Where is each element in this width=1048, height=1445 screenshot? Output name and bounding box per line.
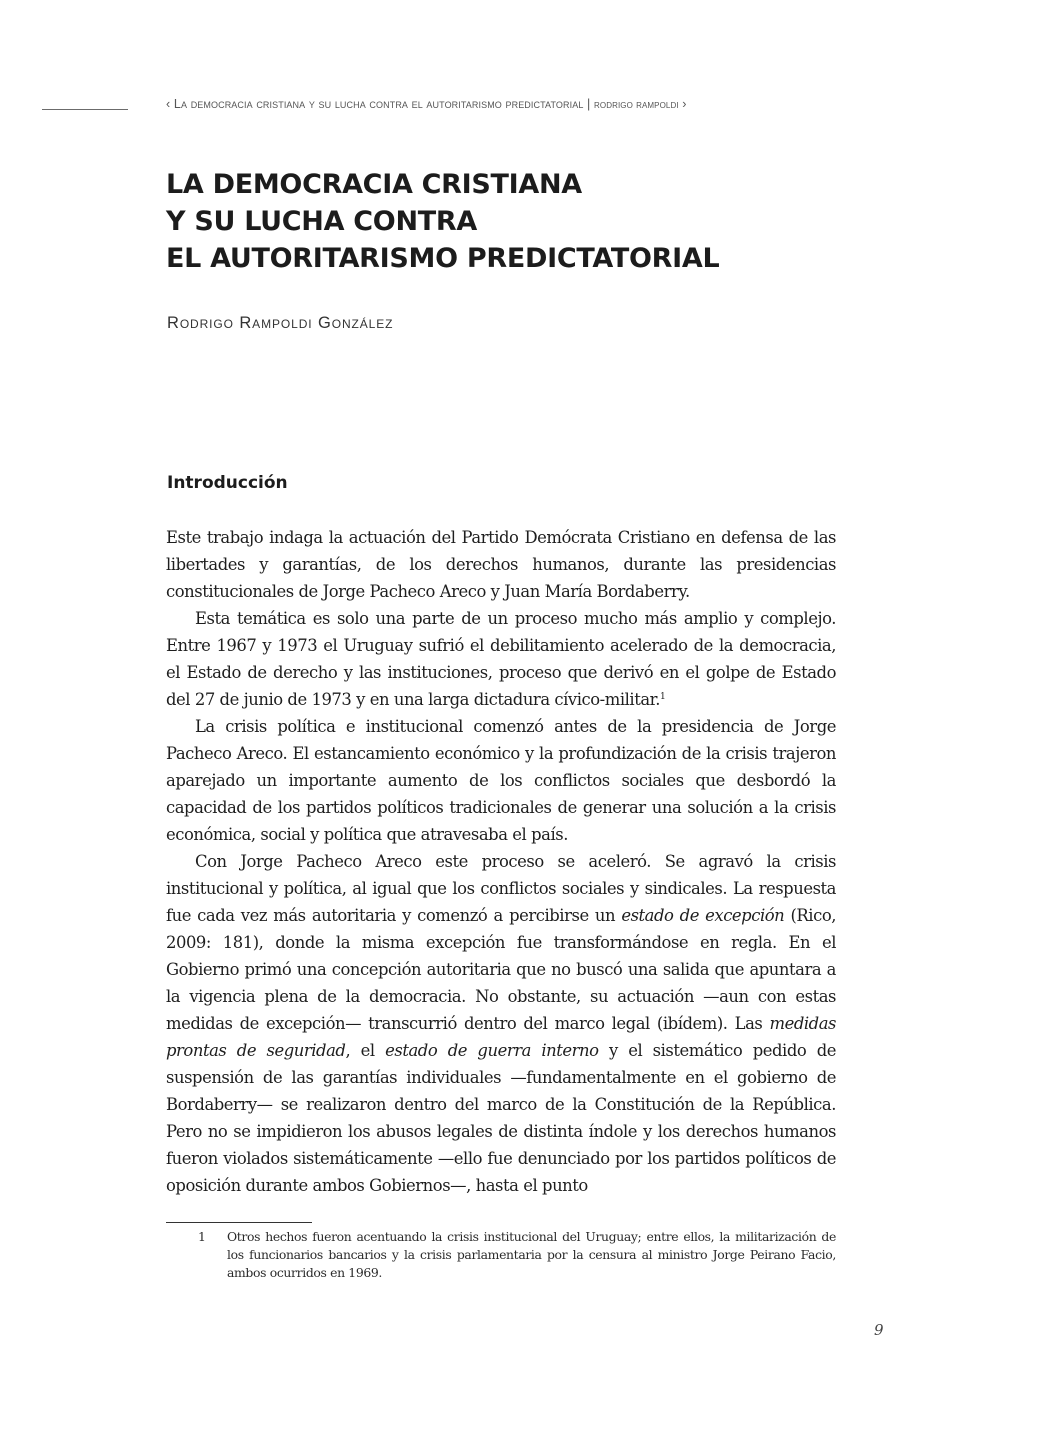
italic-term: estado de excepción (621, 906, 785, 925)
running-header-author: rodrigo rampoldi (594, 99, 679, 111)
running-header-title: La democracia cristiana y su lucha contra el autoritarismo predictatorial (173, 97, 584, 111)
section-heading: Introducción (167, 473, 288, 493)
running-header (166, 97, 866, 111)
paragraph (166, 605, 836, 713)
paragraph-text: (Rico, 2009: 181), donde la misma excepción fue transformándose en regla. En el Gobierno primó una concepción autoritaria que no buscó una salida que apuntara a la vigencia plena de la democracia. No obstante, su actuación —aun con estas medidas de excepción— transcurrió dentro del marco legal (ibídem). Las (166, 906, 837, 1033)
footnote (166, 1228, 836, 1282)
footnote-text: Otros hechos fueron acentuando la crisis institucional del Uruguay; entre ellos, la militarización de los funcionarios bancarios y la crisis parlamentaria por la censura al ministro Jorge Peirano Facio, ambos ocurridos en 1969. (227, 1229, 836, 1280)
running-header-separator: | (583, 97, 594, 111)
paragraph: La crisis política e institucional comenzó antes de la presidencia de Jorge Pacheco Areco. El estancamiento económico y la profundización de la crisis trajeron aparejado un importante aumento de los conflictos sociales que desbordó la capacidad de los partidos políticos tradicionales de generar una solución a la crisis económica, social y política que atravesaba el país. (166, 717, 836, 844)
title-line: EL AUTORITARISMO PREDICTATORIAL (166, 243, 720, 274)
footnote-number: 1 (198, 1229, 206, 1244)
running-header-open: ‹ (166, 97, 174, 111)
italic-term: estado de guerra interno (385, 1041, 599, 1060)
page-number: 9 (874, 1321, 884, 1339)
paragraph (166, 848, 836, 1199)
footnote-ref[interactable]: 1 (660, 692, 666, 702)
title-line: Y SU LUCHA CONTRA (166, 206, 477, 237)
header-rule (42, 109, 128, 110)
title-line: LA DEMOCRACIA CRISTIANA (166, 169, 582, 200)
italic-term: medidas prontas de seguridad (166, 1014, 836, 1060)
body-text (166, 524, 836, 1199)
author-name: Rodrigo Rampoldi González (167, 314, 394, 332)
article-title (166, 166, 719, 277)
paragraph-text: y el sistemático pedido de suspensión de las garantías individuales —fundamentalmente en el gobierno de Bordaberry— se realizaron dentro del marco de la Constitución de la República. Pero no se impidieron los abusos legales de distinta índole y los derechos humanos fueron violados sistemáticamente —ello fue denunciado por los partidos políticos de oposición durante ambos Gobiernos—, hasta el punto (166, 1041, 837, 1195)
footnote-rule (166, 1222, 312, 1223)
paragraph-text: Esta temática es solo una parte de un proceso mucho más amplio y complejo. Entre 1967 y 1973 el Uruguay sufrió el debilitamiento acelerado de la democracia, el Estado de derecho y las instituciones, proceso que derivó en el golpe de Estado del 27 de junio de 1973 y en una larga dictadura cívico-militar. (166, 609, 836, 709)
paragraph-text: Con Jorge Pacheco Areco este proceso se aceleró. Se agravó la crisis institucional y política, al igual que los conflictos sociales y sindicales. La respuesta fue cada vez más autoritaria y comenzó a percibirse un (166, 852, 836, 925)
paragraph-text: , el (345, 1041, 386, 1060)
paragraph: Este trabajo indaga la actuación del Partido Demócrata Cristiano en defensa de las libertades y garantías, de los derechos humanos, durante las presidencias constitucionales de Jorge Pacheco Areco y Juan María Bordaberry. (166, 528, 836, 601)
running-header-close: › (678, 97, 687, 111)
